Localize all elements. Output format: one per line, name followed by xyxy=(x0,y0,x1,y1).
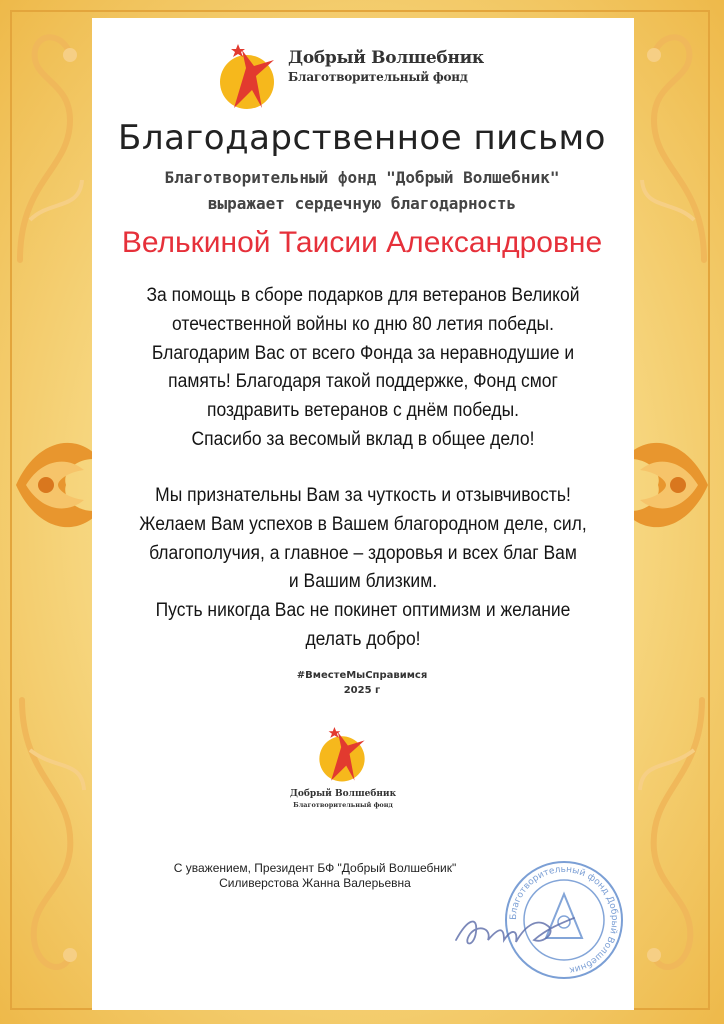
body-line: поздравить ветеранов с днём победы. xyxy=(206,400,520,422)
foundation-logo-top xyxy=(216,38,516,112)
stamp-ring-text: Благотворительный фонд Добрый Волшебник xyxy=(508,864,620,975)
letter-year: 2025 г xyxy=(343,685,381,696)
signatory-name: Силиверстова Жанна Валерьевна xyxy=(219,876,411,890)
body-line: За помощь в сборе подарков для ветеранов Великой xyxy=(146,285,580,306)
body-line: Спасибо за весомый вклад в общее дело! xyxy=(191,428,535,450)
letter-intro-line-1: Благотворительный фонд "Добрый Волшебник" xyxy=(164,168,560,187)
logo-brand-subtitle: Благотворительный фонд xyxy=(293,801,393,809)
recipient-name: Велькиной Таисии Александровне xyxy=(121,226,603,259)
logo-brand-subtitle: Благотворительный фонд xyxy=(288,70,468,84)
left-ornament-middle xyxy=(6,400,106,570)
body-line: Пусть никогда Вас не покинет оптимизм и желание xyxy=(155,600,571,622)
body-line: Благодарим Вас от всего Фонда за неравнодушие и xyxy=(151,342,575,364)
handwritten-signature xyxy=(448,888,578,968)
foundation-logo-bottom xyxy=(288,718,398,818)
wizard-emblem-icon xyxy=(216,38,278,112)
signature-title: С уважением, Президент БФ "Добрый Волшебник" xyxy=(173,861,457,875)
left-ornament-bottom xyxy=(10,690,92,990)
logo-brand-name: Добрый Волшебник xyxy=(289,789,397,799)
letter-intro-line-2: выражает сердечную благодарность xyxy=(207,194,517,213)
right-ornament-bottom xyxy=(632,690,714,990)
hashtag: #ВместеМыСправимся xyxy=(296,670,428,681)
wizard-emblem-icon xyxy=(316,718,368,788)
body-line: и Вашим близким. xyxy=(288,571,438,593)
body-line: благополучия, а главное – здоровья и всех благ Вам xyxy=(149,542,577,564)
body-paragraph-1 xyxy=(121,282,605,455)
body-paragraph-2 xyxy=(121,482,605,655)
body-line: Желаем Вам успехов в Вашем благородном деле, сил, xyxy=(139,513,587,535)
body-line: Мы признательны Вам за чуткость и отзывчивость! xyxy=(155,485,571,506)
body-line: память! Благодаря такой поддержке, Фонд смог xyxy=(168,371,558,393)
logo-brand-name: Добрый Волшебник xyxy=(288,48,484,68)
body-line: отечественной войны ко дню 80 летия победы. xyxy=(172,313,554,335)
letter-title: Благодарственное письмо xyxy=(118,118,606,158)
body-line: делать добро! xyxy=(305,628,421,650)
